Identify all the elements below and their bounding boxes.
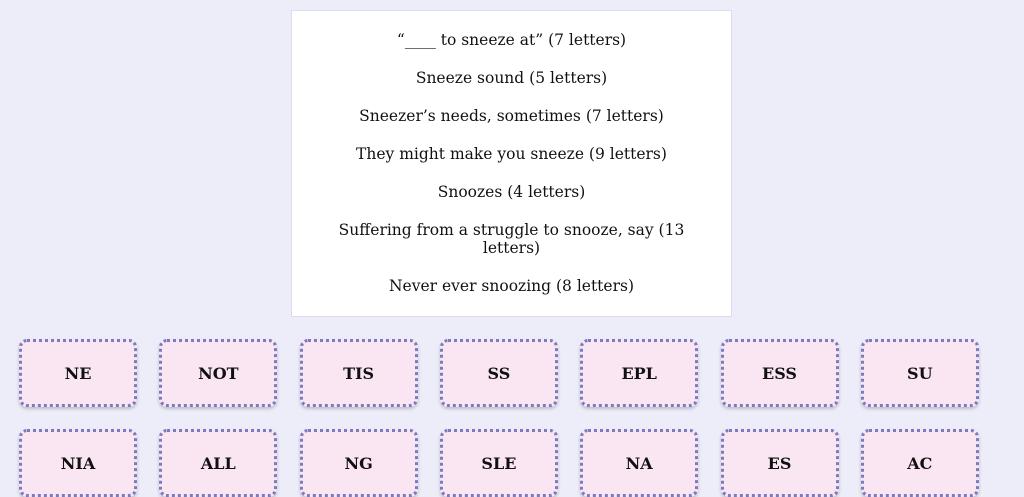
clue: Never ever snoozing (8 letters) — [388, 277, 634, 295]
clue: Sneeze sound (5 letters) — [415, 69, 608, 87]
letter-tile[interactable]: AC — [861, 429, 979, 497]
letter-tile[interactable]: SS — [440, 339, 558, 407]
letter-tile[interactable]: NIA — [19, 429, 137, 497]
letter-tile[interactable]: ALL — [159, 429, 277, 497]
clue: “____ to sneeze at” (7 letters) — [396, 31, 627, 49]
letter-tile[interactable]: SU — [861, 339, 979, 407]
letter-tile[interactable]: ESS — [721, 339, 839, 407]
clue: Snoozes (4 letters) — [437, 183, 586, 201]
clue: They might make you sneeze (9 letters) — [356, 145, 667, 163]
letter-tile[interactable]: TIS — [300, 339, 418, 407]
letter-tile[interactable]: ES — [721, 429, 839, 497]
letter-tile[interactable]: NA — [580, 429, 698, 497]
letter-tile[interactable]: EPL — [580, 339, 698, 407]
letter-tile[interactable]: NE — [19, 339, 137, 407]
letter-tile[interactable]: NG — [300, 429, 418, 497]
clue-panel — [291, 10, 732, 317]
letter-tile[interactable]: SLE — [440, 429, 558, 497]
clue: Suffering from a struggle to snooze, say (13 letters) — [338, 221, 685, 257]
clue: Sneezer’s needs, sometimes (7 letters) — [359, 107, 664, 125]
letter-tile[interactable]: NOT — [159, 339, 277, 407]
